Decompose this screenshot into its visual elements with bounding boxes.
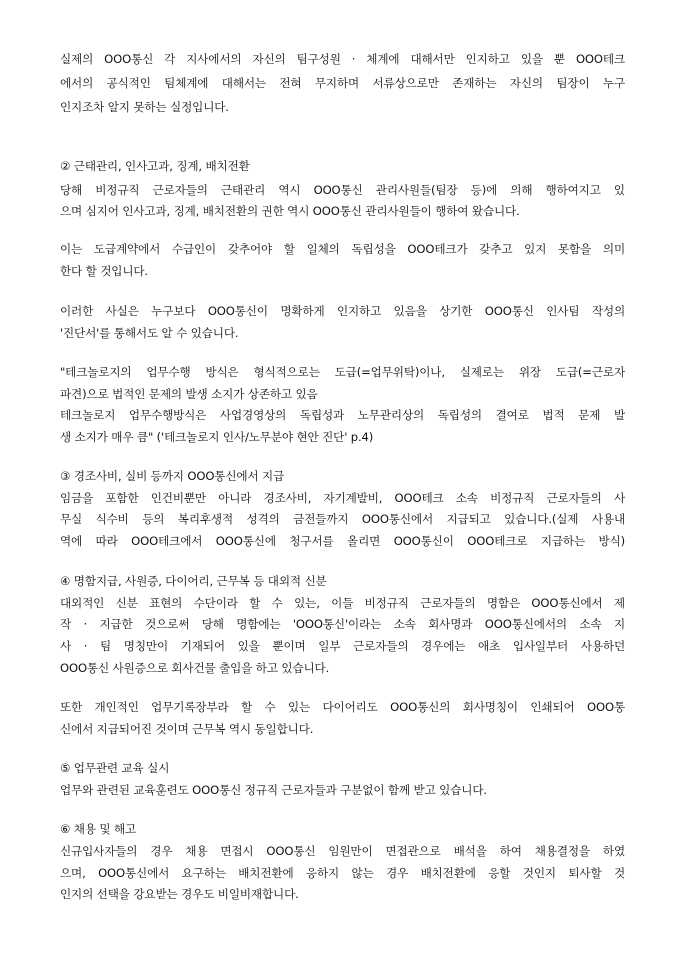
- text-line: 역에 따라 OOO테크에서 OOO통신에 청구서를 올리면 OOO통신이 OOO테크로 지급하는 방식): [60, 534, 625, 548]
- section-heading: ⑤ 업무관련 교육 실시: [60, 761, 170, 775]
- quote-line: "테크놀로지의 업무수행 방식은 형식적으로는 도급(=업무위탁)이나, 실제로는 위장 도급(=근로자: [60, 365, 625, 379]
- text-line: 신에서 지급되어진 것이며 근무복 역시 동일합니다.: [60, 722, 314, 736]
- text-line: 이러한 사실은 누구보다 OOO통신이 명확하게 인지하고 있음을 상기한 OOO통신 인사팀 작성의: [60, 304, 625, 318]
- text-line: '진단서'를 통해서도 알 수 있습니다.: [60, 326, 239, 340]
- text-line: 에서의 공식적인 팀체계에 대해서는 전혀 무지하며 서류상으로만 존재하는 자신의 팀장이 누구: [60, 76, 625, 90]
- text-line: 무실 식수비 등의 복리후생적 성격의 금전들까지 OOO통신에서 지급되고 있습니다.(실제 사용내: [60, 512, 625, 526]
- text-line: 당해 비정규직 근로자들의 근태관리 역시 OOO통신 관리사원들(팀장 등)에 의해 행하여지고 있: [60, 183, 625, 197]
- text-line: 이는 도급계약에서 수급인이 갖추어야 할 일체의 독립성을 OOO테크가 갖추고 있지 못함을 의미: [60, 242, 625, 256]
- text-line: 대외적인 신분 표현의 수단이라 할 수 있는, 이들 비정규직 근로자들의 명함은 OOO통신에서 제: [60, 596, 625, 610]
- section-heading: ④ 명함지급, 사원증, 다이어리, 근무복 등 대외적 신분: [60, 574, 327, 588]
- section-heading: ② 근태관리, 인사고과, 징계, 배치전환: [60, 159, 250, 173]
- text-line: 사 · 팀 명칭만이 기재되어 있을 뿐이며 일부 근로자들의 경우에는 애초 입사일부터 사용하던: [60, 639, 625, 653]
- text-line: 실제의 OOO통신 각 지사에서의 자신의 팀구성원 · 체계에 대해서만 인지하고 있을 뿐 OOO테크: [60, 52, 625, 66]
- text-line: 신규입사자들의 경우 채용 면접시 OOO통신 임원만이 면접관으로 배석을 하여 채용결정을 하였: [60, 844, 625, 858]
- text-line: OOO통신 사원증으로 회사건물 출입을 하고 있습니다.: [60, 661, 330, 675]
- section-heading: ③ 경조사비, 실비 등까지 OOO통신에서 지급: [60, 469, 285, 483]
- quote-line: 파견)으로 법적인 문제의 발생 소지가 상존하고 있음: [60, 387, 318, 401]
- text-line: 인지의 선택을 강요받는 경우도 비일비재합니다.: [60, 887, 299, 901]
- text-line: 으며, OOO통신에서 요구하는 배치전환에 응하지 않는 경우 배치전환에 응할 것인지 퇴사할 것: [60, 866, 625, 880]
- text-line: 작 · 지급한 것으로써 당해 명함에는 'OOO통신'이라는 소속 회사명과 OOO통신에서의 소속 지: [60, 617, 625, 631]
- text-line: 또한 개인적인 업무기록장부라 할 수 있는 다이어리도 OOO통신의 회사명칭이 인쇄되어 OOO통: [60, 700, 625, 714]
- section-heading: ⑥ 채용 및 해고: [60, 822, 137, 836]
- text-line: 한다 할 것입니다.: [60, 264, 148, 278]
- text-line: 업무와 관련된 교육훈련도 OOO통신 정규직 근로자들과 구분없이 함께 받고 있습니다.: [60, 783, 487, 797]
- text-line: 으며 심지어 인사고과, 징계, 배치전환의 권한 역시 OOO통신 관리사원들이 행하여 왔습니다.: [60, 204, 520, 218]
- text-line: 인지조차 알지 못하는 실정입니다.: [60, 100, 229, 114]
- quote-line: 테크놀로지 업무수행방식은 사업경영상의 독립성과 노무관리상의 독립성의 결여로 법적 문제 발: [60, 408, 625, 422]
- quote-line: 생 소지가 매우 큼" ('테크놀로지 인사/노무분야 현안 진단' p.4): [60, 430, 374, 444]
- text-line: 임금을 포함한 인건비뿐만 아니라 경조사비, 자기계발비, OOO테크 소속 비정규직 근로자들의 사: [60, 491, 625, 505]
